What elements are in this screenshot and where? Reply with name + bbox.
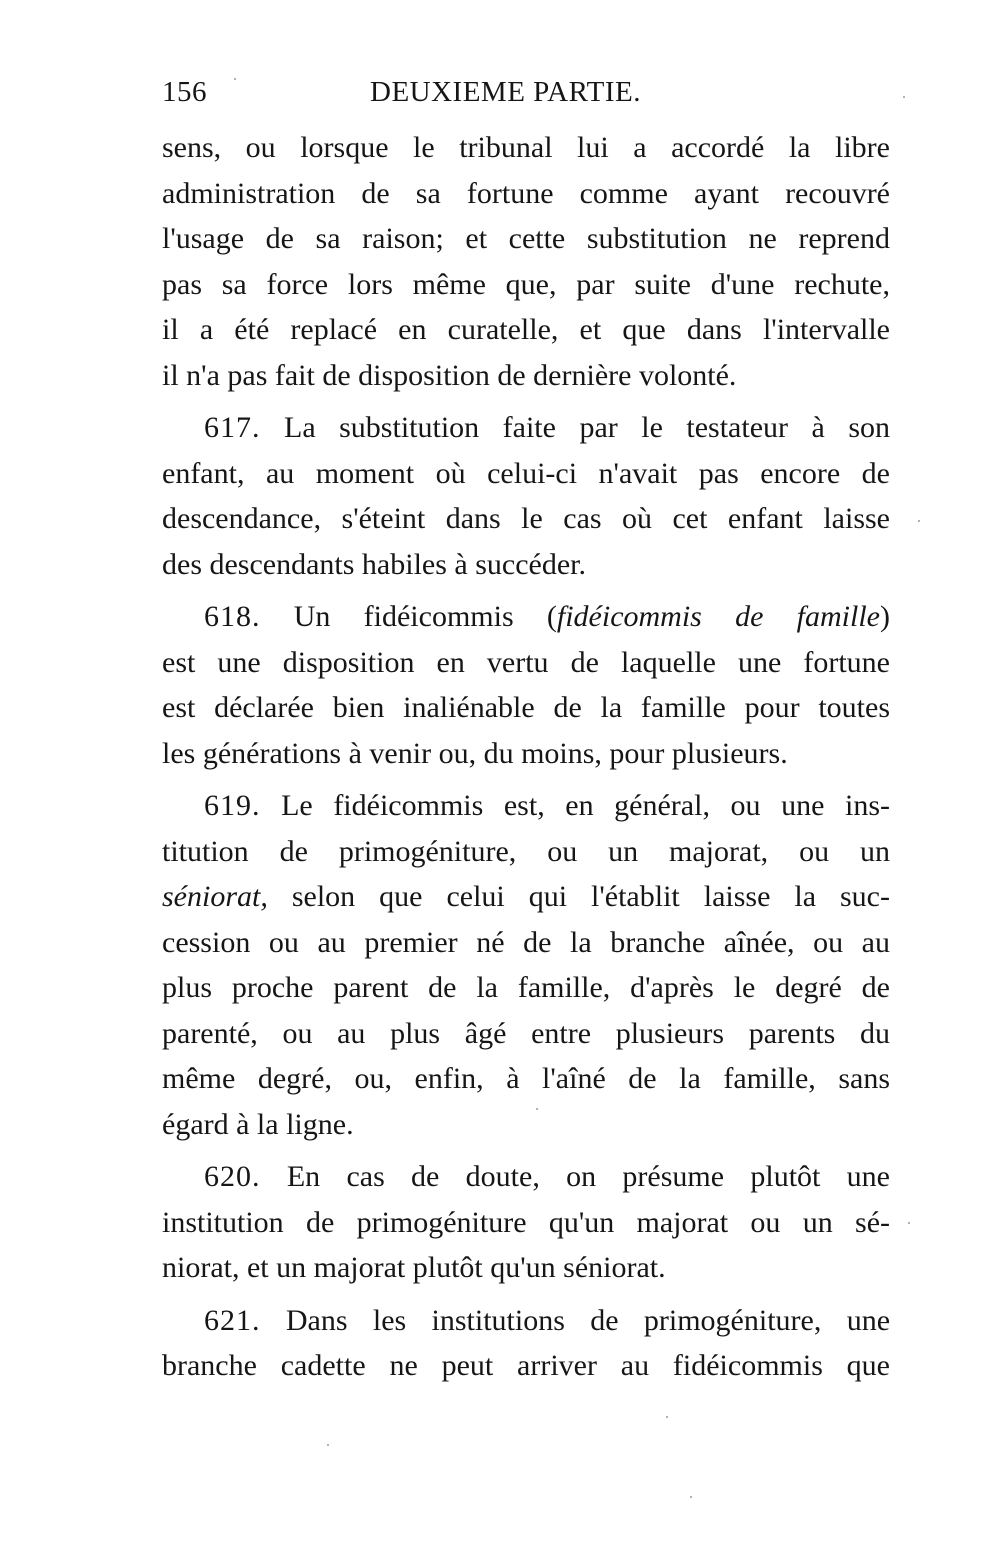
article-number: 617. [204, 411, 261, 444]
text-line: institution de primogéniture qu'un majorat ou un sé- [162, 1205, 890, 1239]
text-line: est déclarée bien inaliénable de la famille pour toutes [162, 691, 890, 724]
text-line: égard à la ligne. [162, 1107, 354, 1141]
article-number: 620. [204, 1160, 261, 1193]
text-line: niorat, et un majorat plutôt qu'un séniorat. [162, 1251, 666, 1284]
text-segment: Un fidéicommis ( [293, 600, 557, 633]
text-line: sens, ou lorsque le tribunal lui a accordé la libre [162, 131, 890, 164]
article-620 [162, 1154, 890, 1291]
text-segment: selon que celui qui l'établit laisse la suc- [291, 880, 890, 913]
page-header [162, 76, 892, 116]
text-line: pas sa force lors même que, par suite d'une rechute, [162, 267, 890, 301]
article-number: 619. [204, 789, 261, 822]
text-line: parenté, ou au plus âgé entre plusieurs parents du [162, 1016, 890, 1050]
text-line [162, 594, 890, 640]
article-621 [162, 1298, 890, 1389]
paper-speck [327, 1444, 329, 1446]
text-segment: Dans les institutions de primogéniture, une [285, 1303, 891, 1337]
text-line [162, 405, 890, 451]
text-segment: En cas de doute, on présume plutôt une [286, 1160, 890, 1193]
page-body [162, 125, 890, 1396]
article-617 [162, 405, 890, 587]
article-619 [162, 783, 890, 1147]
italic-term: fidéicommis de famille [556, 600, 880, 633]
paper-speck [536, 1108, 538, 1110]
text-line [162, 783, 890, 829]
article-number: 618. [204, 600, 261, 633]
article-number: 621. [204, 1303, 261, 1337]
text-line: cession ou au premier né de la branche aînée, ou au [162, 925, 890, 959]
text-line: il a été replacé en curatelle, et que dans l'intervalle [162, 313, 890, 346]
paper-speck [690, 1496, 692, 1498]
text-segment: La substitution faite par le testateur à son [284, 411, 890, 444]
paper-speck [918, 520, 920, 522]
text-line: des descendants habiles à succéder. [162, 547, 586, 581]
article-618 [162, 594, 890, 776]
italic-term: séniorat, [162, 880, 268, 913]
text-line: il n'a pas fait de disposition de dernière volonté. [162, 358, 737, 392]
text-line [162, 1154, 890, 1200]
paper-speck [666, 1416, 668, 1418]
text-line: même degré, ou, enfin, à l'aîné de la famille, sans [162, 1062, 890, 1095]
paragraph-continuation [162, 125, 890, 398]
text-line: administration de sa fortune comme ayant recouvré [162, 176, 890, 210]
text-line: les générations à venir ou, du moins, pour plusieurs. [162, 736, 788, 770]
text-line: l'usage de sa raison; et cette substitution ne reprend [162, 222, 890, 255]
text-segment: Le fidéicommis est, en général, ou une ins- [281, 789, 891, 822]
paper-speck [234, 78, 236, 80]
paper-speck [908, 1222, 910, 1224]
text-line [162, 874, 890, 920]
text-segment: ) [879, 600, 890, 633]
paper-speck [903, 96, 905, 98]
text-line: branche cadette ne peut arriver au fidéicommis que [162, 1349, 890, 1382]
text-line: descendance, s'éteint dans le cas où cet enfant laisse [162, 502, 890, 535]
text-line: plus proche parent de la famille, d'après le degré de [162, 971, 890, 1004]
text-line: enfant, au moment où celui-ci n'avait pas encore de [162, 456, 890, 490]
running-head: DEUXIEME PARTIE. [370, 76, 642, 108]
page-number: 156 [162, 76, 207, 108]
text-line: est une disposition en vertu de laquelle une fortune [162, 645, 890, 679]
text-line: titution de primogéniture, ou un majorat, ou un [162, 834, 890, 868]
text-line [162, 1298, 890, 1344]
